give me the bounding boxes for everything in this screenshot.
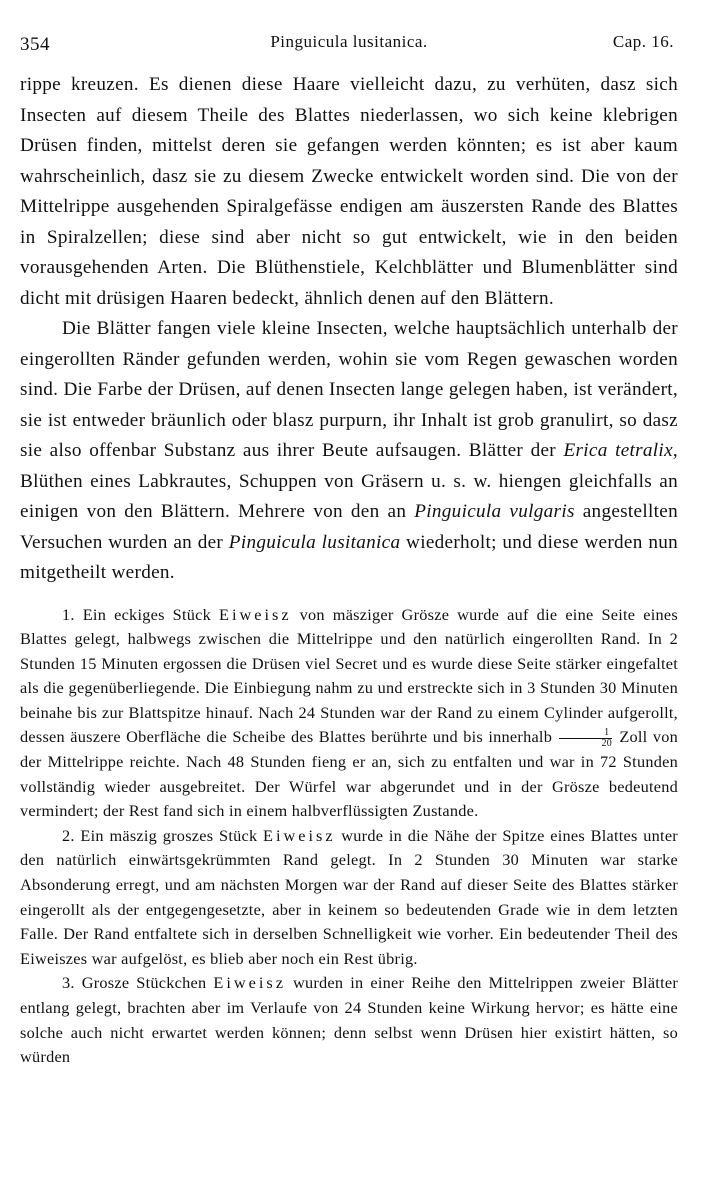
experiment-2-text-a: 2. Ein mäszig groszes Stück — [62, 825, 258, 845]
species-erica-tetralix: Erica tetralix — [563, 440, 673, 461]
experiment-1-text-a: 1. Ein eckiges Stück — [62, 604, 212, 624]
paragraph-2-text-c: angestellten Versuchen wurden an der — [20, 501, 678, 553]
experiment-3-substance: Eiweisz — [213, 973, 286, 993]
page-number: 354 — [20, 34, 50, 55]
experiment-1 — [20, 603, 678, 824]
main-text — [20, 70, 678, 589]
fraction-denominator: 20 — [601, 738, 612, 750]
chapter-label: Cap. 16. — [612, 32, 674, 51]
experiment-2-substance: Eiweisz — [263, 825, 336, 845]
experiment-1-substance: Eiweisz — [219, 604, 292, 624]
paragraph-2 — [20, 314, 678, 589]
experiment-2-text-b: wurde in die Nähe der Spitze eines Blattes unter den natürlich einwärtsgekrümmten Rand gelegt. In 2 Stunden 30 Minuten war starke Absonderung erregt, und am nächsten Morgen war der Rand auf dieser Seite des Blattes stärker eingerollt als der entgegengesetzte, aber in keinem so bedeutenden Grade wie in dem letzten Falle. Der Rand entfaltete sich in derselben Schnelligkeit wie vorher. Ein bedeutender Theil des Eiweiszes war aufgelöst, es blieb aber noch ein Rest übrig. — [20, 825, 678, 968]
species-pinguicula-lusitanica: Pinguicula lusitanica — [228, 531, 401, 553]
paragraph-2-text-b: , Blüthen eines Labkrautes, Schuppen von Gräsern u. s. w. hiengen gleichfalls an einigen von den Blättern. Mehrere von den an — [20, 440, 678, 522]
experiment-1-text-b: von mäsziger Grösze wurde auf die eine Seite eines Blattes gelegt, halbwegs zwischen die Mittelrippe und den natürlich eingerollten Rand. In 2 Stunden 15 Minuten ergossen die Drüsen viel Secret und es wurde diese Seite stärker eingefaltet als die gegenüberliegende. Die Einbiegung nahm zu und erstreckte sich in 3 Stunden 30 Minuten beinahe bis zur Blattspitze hinauf. Nach 24 Stunden war der Rand zu einem Cylinder aufgerollt, dessen äuszere Oberfläche die Scheibe des Blattes berührte und bis innerhalb — [20, 604, 678, 747]
experiment-3 — [20, 971, 678, 1069]
running-title: Pinguicula lusitanica. — [270, 32, 428, 51]
paragraph-2-text-d: wiederholt; und diese werden nun mitgetheilt werden. — [20, 531, 678, 583]
paragraph-1: rippe kreuzen. Es dienen diese Haare vielleicht dazu, zu verhüten, dasz sich Insecten auf diesem Theile des Blattes niederlassen, wo sich keine klebrigen Drüsen finden, mittelst deren sie gefangen werden könnten; es ist aber kaum wahrscheinlich, dasz sie zu diesem Zwecke entwickelt worden sind. Die von der Mittelrippe ausgehenden Spiralgefässe endigen am äuszersten Rande des Blattes in Spiralzellen; diese sind aber nicht so gut entwickelt, wie in den beiden vorausgehenden Arten. Die Blüthenstiele, Kelchblätter und Blumenblätter sind dicht mit drüsigen Haaren bedeckt, ähnlich denen auf den Blättern. — [20, 74, 678, 309]
experiment-2 — [20, 824, 678, 972]
species-pinguicula-vulgaris: Pinguicula vulgaris — [414, 501, 575, 522]
experiment-3-text-a: 3. Grosze Stückchen — [62, 973, 207, 993]
fraction — [559, 728, 612, 749]
paragraph-2-text-a: Die Blätter fangen viele kleine Insecten, welche hauptsächlich unterhalb der eingerollten Ränder gefunden werden, wohin sie vom Regen gewaschen worden sind. Die Farbe der Drüsen, auf denen Insecten lange gelegen haben, ist verändert, sie ist entweder bräunlich oder blasz purpurn, ihr Inhalt ist grob granulirt, so dasz sie also offenbar Substanz aus ihrer Beute aufsaugen. Blätter der — [20, 318, 678, 461]
page-header — [20, 30, 678, 64]
experiment-3-text-b: wurden in einer Reihe den Mittelrippen zweier Blätter entlang gelegt, brachten aber im Verlaufe von 24 Stunden keine Wirkung hervor; es hätte eine solche auch nicht erwartet werden können; denn selbst wenn Drüsen hier existirt hätten, so würden — [20, 973, 678, 1067]
fraction-numerator: 1 — [559, 728, 612, 739]
experiments-section — [20, 603, 678, 1070]
experiment-1-text-c: Zoll von der Mittelrippe reichte. Nach 48 Stunden fieng er an, sich zu entfalten und war in 72 Stunden vollständig wieder ausgebreitet. Der Würfel war abgerundet und in der Grösze bedeutend vermindert; der Rest fand sich in einem halbverflüssigten Zustande. — [20, 727, 678, 821]
